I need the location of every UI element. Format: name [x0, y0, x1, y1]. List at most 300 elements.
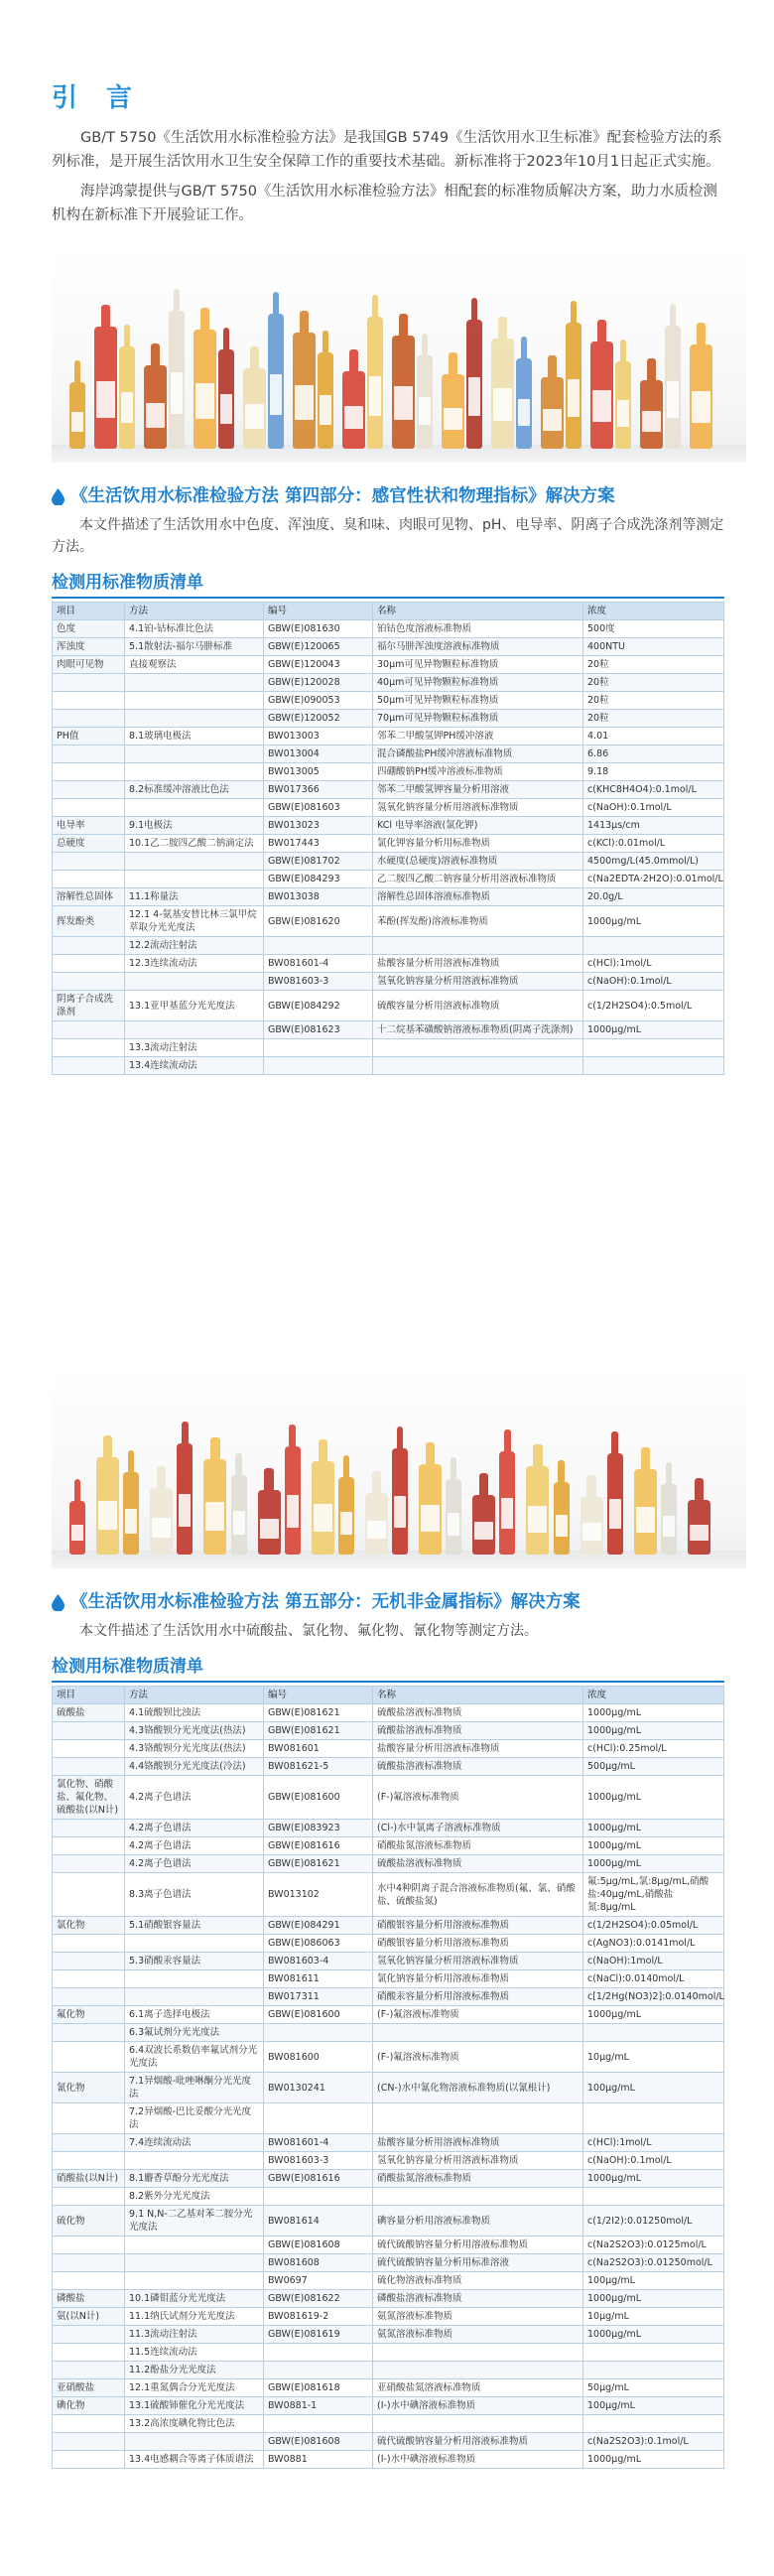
table-row	[53, 1837, 724, 1855]
table-row	[53, 746, 724, 763]
cell-method: 8.2标准缓冲溶液比色法	[125, 781, 264, 799]
cell-name: 水硬度(总硬度)溶液标准物质	[373, 853, 583, 871]
cell-conc: c[1/2Hg(NO3)2]:0.0140mol/L	[583, 1988, 724, 2006]
cell-code	[264, 2362, 373, 2379]
cell-conc: 1000μg/mL	[583, 1855, 724, 1873]
cell-method: 6.3氟试剂分光光度法	[125, 2024, 264, 2042]
cell-method: 5.3硝酸汞容量法	[125, 1953, 264, 1970]
cell-item	[53, 1935, 125, 1953]
ampoule-vial	[312, 1461, 334, 1555]
table-row	[53, 1057, 724, 1075]
cell-method: 7.4连续流动法	[125, 2134, 264, 2152]
cell-code: BW013003	[264, 728, 373, 746]
table-row	[53, 1722, 724, 1740]
table-row	[53, 871, 724, 888]
cell-item	[53, 2103, 125, 2134]
cell-code: GBW(E)081603	[264, 799, 373, 817]
table-row	[53, 991, 724, 1021]
cell-code: BW081603-4	[264, 1953, 373, 1970]
table-header-row	[53, 1687, 724, 1704]
section-4-table	[52, 602, 724, 1075]
ampoule-vial	[392, 1448, 408, 1555]
cell-name: 硫酸容量分析用溶液标准物质	[373, 991, 583, 1021]
cell-conc: c(Na2S2O3):0.1mol/L	[583, 2433, 724, 2451]
cell-code	[264, 1057, 373, 1075]
cell-method: 9.1电极法	[125, 817, 264, 835]
cell-name: (I-)水中碘溶液标准物质	[373, 2397, 583, 2415]
cell-conc: c(HCl):1mol/L	[583, 955, 724, 973]
table-row	[53, 2308, 724, 2326]
cell-name: 硫代硫酸钠容量分析用溶液标准物质	[373, 2433, 583, 2451]
cell-code: BW081608	[264, 2254, 373, 2272]
cell-conc: 100μg/mL	[583, 2073, 724, 2103]
cell-item: 氨(以N计)	[53, 2308, 125, 2326]
cell-conc	[583, 2188, 724, 2206]
ampoule-vial	[169, 311, 185, 450]
cell-item: 氰化物	[53, 2073, 125, 2103]
cell-conc: c(KCl):0.01mol/L	[583, 835, 724, 853]
cell-name: 盐酸容量分析用溶液标准物质	[373, 1740, 583, 1758]
cell-name	[373, 2103, 583, 2134]
cell-item: 挥发酚类	[53, 906, 125, 937]
cell-method	[125, 1988, 264, 2006]
cell-method: 12.2流动注射法	[125, 937, 264, 955]
cell-name: 硫酸盐溶液标准物质	[373, 1855, 583, 1873]
table-row	[53, 973, 724, 991]
cell-name: KCl 电导率溶液(氯化钾)	[373, 817, 583, 835]
cell-name	[373, 1057, 583, 1075]
cell-item: 磷酸盐	[53, 2290, 125, 2308]
table-row	[53, 2006, 724, 2024]
cell-method	[125, 2254, 264, 2272]
ampoule-vial	[466, 320, 482, 450]
ampoule-vial	[231, 1475, 247, 1555]
product-photo-ampoules	[52, 249, 746, 463]
cell-method: 11.1称量法	[125, 888, 264, 906]
cell-conc: c(NaOH):0.1mol/L	[583, 799, 724, 817]
section-card-2	[30, 1226, 744, 2576]
cell-code: GBW(E)084291	[264, 1917, 373, 1935]
table-row	[53, 2415, 724, 2433]
cell-code	[264, 2415, 373, 2433]
table-row	[53, 674, 724, 692]
cell-method	[125, 763, 264, 781]
table-row	[53, 835, 724, 853]
ampoule-vial	[318, 352, 333, 450]
cell-method	[125, 2272, 264, 2290]
cell-method: 4.2离子色谱法	[125, 1837, 264, 1855]
cell-item	[53, 1057, 125, 1075]
column-header: 项目	[53, 1687, 125, 1704]
cell-code: BW013102	[264, 1873, 373, 1917]
cell-item	[53, 2254, 125, 2272]
cell-method: 4.2离子色谱法	[125, 1776, 264, 1820]
cell-name: 邻苯二甲酸氢钾PH缓冲溶液	[373, 728, 583, 746]
cell-method: 13.1硫酸铈催化分光光度法	[125, 2397, 264, 2415]
cell-code: BW081621-5	[264, 1758, 373, 1776]
cell-code: BW017443	[264, 835, 373, 853]
ampoule-vial	[590, 341, 613, 449]
cell-item	[53, 871, 125, 888]
column-header: 名称	[373, 1687, 583, 1704]
cell-method: 12.3连续流动法	[125, 955, 264, 973]
cell-name: 硫酸盐溶液标准物质	[373, 1722, 583, 1740]
cell-code: GBW(E)081608	[264, 2433, 373, 2451]
cell-method	[125, 1021, 264, 1039]
cell-code: BW081603-3	[264, 973, 373, 991]
cell-item: 氟化物	[53, 2006, 125, 2024]
cell-name: (CN-)水中氰化物溶液标准物质(以氰根计)	[373, 2073, 583, 2103]
water-drop-icon	[52, 1594, 64, 1611]
cell-conc: c(HCl):0.25mol/L	[583, 1740, 724, 1758]
cell-name: 氨氮溶液标准物质	[373, 2308, 583, 2326]
cell-conc: c(1/2H2SO4):0.05mol/L	[583, 1917, 724, 1935]
cell-code: BW017311	[264, 1988, 373, 2006]
cell-item: 碘化物	[53, 2397, 125, 2415]
cell-name: 亚硝酸盐氮溶液标准物质	[373, 2379, 583, 2397]
ampoule-vial	[690, 344, 712, 449]
table-row	[53, 2042, 724, 2073]
cell-code: GBW(E)081600	[264, 2006, 373, 2024]
cell-name: 硫酸盐溶液标准物质	[373, 1704, 583, 1722]
ampoule-vial	[285, 1446, 301, 1555]
cell-name: 乙二胺四乙酸二钠容量分析用溶液标准物质	[373, 871, 583, 888]
ampoule-vial	[491, 339, 514, 449]
cell-name: 十二烷基苯磺酸钠溶液标准物质(阴离子洗涤剂)	[373, 1021, 583, 1039]
ampoule-vial	[615, 361, 631, 450]
table-row	[53, 1855, 724, 1873]
cell-code: BW013005	[264, 763, 373, 781]
cell-conc: 10μg/mL	[583, 2042, 724, 2073]
ampoule-vial	[661, 1484, 677, 1555]
cell-method: 10.1乙二胺四乙酸二钠滴定法	[125, 835, 264, 853]
cell-item	[53, 1758, 125, 1776]
cell-method	[125, 1970, 264, 1988]
cell-item: 亚硝酸盐	[53, 2379, 125, 2397]
table-row	[53, 2379, 724, 2397]
cell-name	[373, 1039, 583, 1057]
table-header-row	[53, 603, 724, 620]
cell-name: (I-)水中碘溶液标准物质	[373, 2451, 583, 2469]
table-row	[53, 2170, 724, 2188]
column-header: 编号	[264, 1687, 373, 1704]
cell-item	[53, 1722, 125, 1740]
cell-name: (Cl-)水中氯离子溶液标准物质	[373, 1820, 583, 1837]
section-5-list-title: 检测用标准物质清单	[52, 1652, 724, 1683]
cell-name: 硫代硫酸钠容量分析用标准溶液	[373, 2254, 583, 2272]
cell-conc	[583, 1039, 724, 1057]
table-row	[53, 2073, 724, 2103]
cell-conc: c(NaOH):1mol/L	[583, 1953, 724, 1970]
ampoule-vial	[123, 1472, 139, 1555]
cell-conc	[583, 2362, 724, 2379]
table-row	[53, 620, 724, 638]
cell-conc	[583, 2024, 724, 2042]
table-row	[53, 937, 724, 955]
cell-item	[53, 1855, 125, 1873]
cell-item	[53, 2188, 125, 2206]
section-5-description: 本文件描述了生活饮用水中硫酸盐、氯化物、氟化物、氰化物等测定方法。	[79, 1623, 538, 1639]
column-header: 浓度	[583, 603, 724, 620]
cell-item	[53, 2152, 125, 2170]
cell-code: GBW(E)081620	[264, 906, 373, 937]
cell-name: 混合磷酸盐PH缓冲溶液标准物质	[373, 746, 583, 763]
product-photo-bottles	[52, 1365, 746, 1568]
cell-method: 4.2离子色谱法	[125, 1820, 264, 1837]
table-row	[53, 2433, 724, 2451]
cell-method: 4.1硫酸钡比浊法	[125, 1704, 264, 1722]
cell-code: GBW(E)120043	[264, 656, 373, 674]
ampoule-vial	[177, 1443, 193, 1555]
ampoule-vial	[144, 365, 167, 449]
cell-conc: c(KHC8H4O4):0.1mol/L	[583, 781, 724, 799]
cell-item: PH值	[53, 728, 125, 746]
cell-name: (F-)氟溶液标准物质	[373, 2042, 583, 2073]
cell-item	[53, 763, 125, 781]
ampoule-vial	[634, 1469, 657, 1555]
ampoule-vial	[119, 346, 135, 450]
cell-conc: 6.86	[583, 746, 724, 763]
cell-conc: c(AgNO3):0.0141mol/L	[583, 1935, 724, 1953]
ampoule-vial	[554, 1482, 570, 1555]
cell-item: 氯化物、硝酸盐、氟化物、硫酸盐(以N计)	[53, 1776, 125, 1820]
cell-method	[125, 710, 264, 728]
table-row	[53, 2024, 724, 2042]
cell-method: 4.1铂-钴标准比色法	[125, 620, 264, 638]
cell-name: 硝酸汞容量分析用溶液标准物质	[373, 1988, 583, 2006]
table-row	[53, 1021, 724, 1039]
cell-method: 11.5连续流动法	[125, 2344, 264, 2362]
cell-conc: 1000μg/mL	[583, 1021, 724, 1039]
section-4-header	[52, 484, 724, 508]
cell-item: 浑浊度	[53, 638, 125, 656]
cell-code: BW081601-4	[264, 955, 373, 973]
cell-conc: 500μg/mL	[583, 1758, 724, 1776]
cell-item	[53, 1820, 125, 1837]
cell-code	[264, 937, 373, 955]
cell-conc: 20.0g/L	[583, 888, 724, 906]
cell-code: BW0881-1	[264, 2397, 373, 2415]
cell-item	[53, 2326, 125, 2344]
cell-conc: 氟:5μg/mL,氯:8μg/mL,硝酸盐:40μg/mL,硝酸盐氮:8μg/mL	[583, 1873, 724, 1917]
cell-code: GBW(E)081608	[264, 2237, 373, 2254]
cell-method: 13.4电感耦合等离子体质谱法	[125, 2451, 264, 2469]
ampoule-vial	[419, 1464, 442, 1555]
column-header: 方法	[125, 603, 264, 620]
cell-method	[125, 2237, 264, 2254]
table-row	[53, 692, 724, 710]
ampoule-vial	[516, 358, 532, 450]
cell-item	[53, 746, 125, 763]
cell-conc: 20粒	[583, 674, 724, 692]
cell-method	[125, 2152, 264, 2170]
cell-item: 肉眼可见物	[53, 656, 125, 674]
cell-code	[264, 2188, 373, 2206]
cell-name: 碘容量分析用溶液标准物质	[373, 2206, 583, 2237]
ampoule-vial	[446, 1479, 461, 1555]
cell-conc: 1000μg/mL	[583, 2451, 724, 2469]
ampoule-vial	[243, 368, 266, 449]
cell-name: 福尔马肼浑浊度溶液标准物质	[373, 638, 583, 656]
ampoule-vial	[607, 1453, 623, 1555]
cell-item	[53, 955, 125, 973]
cell-method	[125, 692, 264, 710]
table-row	[53, 781, 724, 799]
cell-code: GBW(E)084293	[264, 871, 373, 888]
table-row	[53, 853, 724, 871]
cell-conc: c(HCl):1mol/L	[583, 2134, 724, 2152]
cell-name: 邻苯二甲酸氢钾容量分析用溶液	[373, 781, 583, 799]
cell-name: 70μm可见异物颗粒标准物质	[373, 710, 583, 728]
cell-code: GBW(E)081621	[264, 1704, 373, 1722]
ampoule-vial	[442, 374, 464, 449]
cell-conc: c(Na2S2O3):0.01250mol/L	[583, 2254, 724, 2272]
ampoule-vial	[417, 355, 433, 450]
cell-name: 硝酸盐氮溶液标准物质	[373, 2170, 583, 2188]
cell-conc: 10μg/mL	[583, 2308, 724, 2326]
cell-name: 盐酸容量分析用溶液标准物质	[373, 955, 583, 973]
cell-code: BW017366	[264, 781, 373, 799]
cell-name: (F-)氟溶液标准物质	[373, 2006, 583, 2024]
cell-conc: 9.18	[583, 763, 724, 781]
cell-code	[264, 2024, 373, 2042]
cell-method: 4.4铬酸钡分光光度法(冷法)	[125, 1758, 264, 1776]
ampoule-vial	[258, 1490, 281, 1555]
cell-name: 苯酚(挥发酚)溶液标准物质	[373, 906, 583, 937]
cell-conc	[583, 937, 724, 955]
cell-name: 铂钴色度溶液标准物质	[373, 620, 583, 638]
ampoule-vial	[526, 1466, 549, 1555]
column-header: 编号	[264, 603, 373, 620]
cell-item	[53, 674, 125, 692]
cell-name: 30μm可见异物颗粒标准物质	[373, 656, 583, 674]
intro-paragraph-2: 海岸鸿蒙提供与GB/T 5750《生活饮用水标准检验方法》相配套的标准物质解决方案，助力水质检测机构在新标准下开展验证工作。	[52, 184, 717, 223]
table-row	[53, 2451, 724, 2469]
cell-code: BW081603-3	[264, 2152, 373, 2170]
cell-item	[53, 2024, 125, 2042]
ampoule-vial	[541, 377, 564, 449]
table-row	[53, 1917, 724, 1935]
section-5-table	[52, 1686, 724, 2469]
cell-name	[373, 2024, 583, 2042]
cell-code: BW081600	[264, 2042, 373, 2073]
cell-name: 硝酸银容量分析用溶液标准物质	[373, 1935, 583, 1953]
ampoule-vial	[94, 327, 117, 449]
ampoule-vial	[566, 323, 581, 450]
cell-method	[125, 746, 264, 763]
ampoule-vial	[268, 314, 284, 450]
column-header: 方法	[125, 1687, 264, 1704]
cell-item: 硝酸盐(以N计)	[53, 2170, 125, 2188]
cell-name: 氨氮溶液标准物质	[373, 2326, 583, 2344]
cell-method	[125, 871, 264, 888]
ampoule-vial	[338, 1477, 354, 1555]
table-row	[53, 1988, 724, 2006]
cell-conc	[583, 2103, 724, 2134]
cell-method: 直接观察法	[125, 656, 264, 674]
cell-conc: c(1/2I2):0.01250mol/L	[583, 2206, 724, 2237]
table-row	[53, 799, 724, 817]
cell-item	[53, 2362, 125, 2379]
ampoule-vial	[203, 1459, 226, 1555]
cell-method	[125, 973, 264, 991]
ampoule-vial	[194, 330, 216, 449]
cell-name	[373, 2362, 583, 2379]
table-row	[53, 955, 724, 973]
cell-conc: 20粒	[583, 656, 724, 674]
cell-item	[53, 2237, 125, 2254]
cell-code: GBW(E)081616	[264, 1837, 373, 1855]
cell-conc	[583, 2415, 724, 2433]
cell-method	[125, 674, 264, 692]
cell-conc: 1000μg/mL	[583, 1837, 724, 1855]
cell-item	[53, 1988, 125, 2006]
cell-method: 6.4双波长系数倍率氟试剂分光光度法	[125, 2042, 264, 2073]
cell-item: 总硬度	[53, 835, 125, 853]
cell-item	[53, 937, 125, 955]
cell-item	[53, 973, 125, 991]
cell-item	[53, 710, 125, 728]
cell-conc: 1000μg/mL	[583, 1722, 724, 1740]
cell-item	[53, 1039, 125, 1057]
cell-code: BW081619-2	[264, 2308, 373, 2326]
cell-code: BW0697	[264, 2272, 373, 2290]
cell-code: BW013004	[264, 746, 373, 763]
cell-name: 40μm可见异物颗粒标准物质	[373, 674, 583, 692]
table-row	[53, 1039, 724, 1057]
cell-name: 氢氧化钠容量分析用溶液标准物质	[373, 1953, 583, 1970]
table-row	[53, 710, 724, 728]
cell-code: GBW(E)081600	[264, 1776, 373, 1820]
cell-code	[264, 2344, 373, 2362]
table-row	[53, 1776, 724, 1820]
cell-code: BW081601-4	[264, 2134, 373, 2152]
cell-item	[53, 2344, 125, 2362]
intro-title: 引 言	[52, 83, 143, 113]
table-row	[53, 2206, 724, 2237]
cell-conc: 20粒	[583, 710, 724, 728]
table-row	[53, 2237, 724, 2254]
cell-item	[53, 2433, 125, 2451]
cell-method: 9.1 N,N-二乙基对苯二胺分光光度法	[125, 2206, 264, 2237]
cell-code: GBW(E)081623	[264, 1021, 373, 1039]
cell-item	[53, 2451, 125, 2469]
cell-name	[373, 937, 583, 955]
ampoule-vial	[69, 1501, 85, 1555]
cell-conc: c(NaOH):0.1mol/L	[583, 2152, 724, 2170]
cell-item	[53, 1953, 125, 1970]
water-drop-icon	[52, 488, 64, 505]
cell-code: BW013038	[264, 888, 373, 906]
cell-conc	[583, 1057, 724, 1075]
cell-name	[373, 2188, 583, 2206]
cell-item	[53, 853, 125, 871]
table-row	[53, 1970, 724, 1988]
cell-method: 11.2酚盐分光光度法	[125, 2362, 264, 2379]
cell-method: 8.3离子色谱法	[125, 1873, 264, 1917]
table-row	[53, 2188, 724, 2206]
cell-method: 13.3流动注射法	[125, 1039, 264, 1057]
ampoule-vial	[499, 1451, 515, 1555]
cell-method: 13.1亚甲基蓝分光光度法	[125, 991, 264, 1021]
cell-code: GBW(E)081621	[264, 1722, 373, 1740]
table-row	[53, 2397, 724, 2415]
table-row	[53, 817, 724, 835]
cell-method: 4.3铬酸钡分光光度法(热法)	[125, 1740, 264, 1758]
table-row	[53, 906, 724, 937]
ampoule-vial	[665, 326, 681, 450]
cell-code: BW0130241	[264, 2073, 373, 2103]
